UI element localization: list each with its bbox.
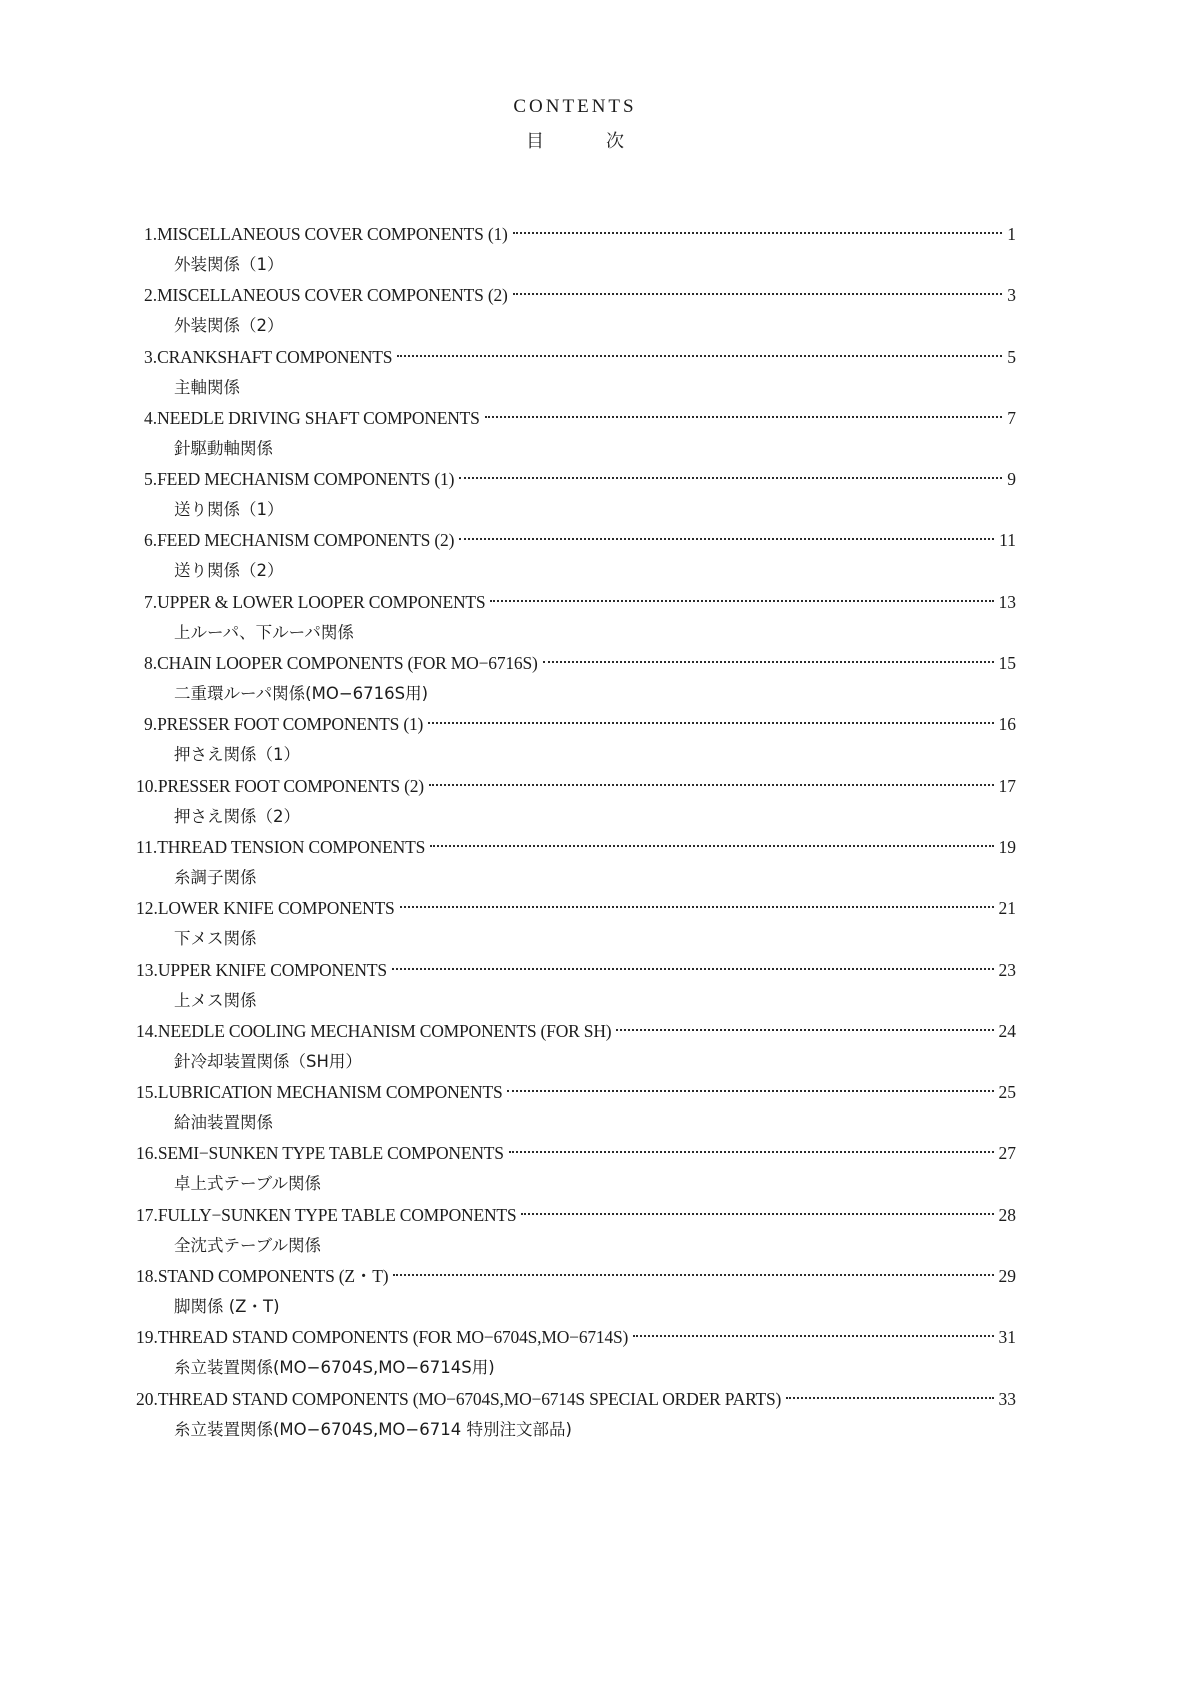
dot-leader — [543, 661, 994, 663]
toc-entry-title: PRESSER FOOT COMPONENTS (2) — [157, 775, 424, 796]
toc-entry — [136, 955, 1016, 1016]
toc-entry-number: 4. — [144, 407, 158, 428]
toc-entry-title: LOWER KNIFE COMPONENTS — [157, 898, 395, 919]
toc-entry-number: 16. — [136, 1143, 158, 1164]
toc-entry-number: 9. — [144, 714, 158, 735]
dot-leader — [521, 1213, 993, 1215]
toc-entry-title: MISCELLANEOUS COVER COMPONENTS (2) — [157, 285, 508, 306]
dot-leader — [397, 355, 1002, 357]
toc-entry-japanese-title: 糸調子関係 — [174, 867, 257, 887]
contents-subtitle-char-1: 目 — [526, 131, 544, 152]
contents-title: CONTENTS — [513, 96, 637, 117]
toc-entry-number: 6. — [144, 530, 158, 551]
toc-entry-japanese-title: 二重環ルーパ関係(MO−6716S用) — [174, 684, 429, 704]
toc-entry — [144, 709, 1016, 770]
toc-entry-page-number: 1 — [1007, 224, 1016, 244]
toc-entry-title: THREAD TENSION COMPONENTS — [157, 836, 426, 857]
dot-leader — [430, 845, 993, 847]
toc-entry-heading — [144, 587, 1016, 617]
toc-entry-title: FEED MECHANISM COMPONENTS (1) — [157, 469, 455, 490]
toc-entry-number: 8. — [144, 653, 158, 674]
toc-entry — [144, 587, 1016, 648]
toc-entry — [144, 280, 1016, 341]
toc-entry-number: 19. — [136, 1327, 158, 1348]
toc-entry-heading — [144, 403, 1016, 433]
toc-entry-japanese-title: 外装関係（1） — [174, 255, 284, 274]
toc-entry-page-number: 19 — [998, 836, 1016, 857]
table-of-contents — [136, 219, 1016, 1445]
toc-entry-title: CHAIN LOOPER COMPONENTS (FOR MO−6716S) — [157, 653, 538, 674]
toc-entry-title: FULLY−SUNKEN TYPE TABLE COMPONENTS — [157, 1204, 517, 1225]
toc-entry — [136, 1077, 1016, 1138]
toc-entry-page-number: 7 — [1007, 407, 1016, 428]
toc-entry-heading — [144, 280, 1016, 310]
toc-entry-number: 15. — [136, 1082, 158, 1103]
toc-entry-number: 13. — [136, 959, 158, 980]
dot-leader — [459, 477, 1002, 479]
dot-leader — [513, 293, 1003, 295]
toc-entry — [136, 771, 1016, 832]
toc-entry-number: 12. — [136, 898, 158, 919]
toc-entry-japanese-title: 脚関係 (Z・T) — [174, 1297, 280, 1317]
toc-entry-heading — [136, 1200, 1016, 1230]
toc-entry-number: 3. — [144, 346, 158, 367]
dot-leader — [616, 1029, 993, 1031]
toc-entry-number: 14. — [136, 1020, 158, 1041]
dot-leader — [513, 232, 1003, 234]
toc-entry — [144, 219, 1016, 280]
toc-entry — [136, 1200, 1016, 1261]
toc-entry-heading — [144, 709, 1016, 739]
toc-entry-heading — [136, 1077, 1016, 1107]
toc-entry-heading — [136, 832, 1016, 862]
toc-entry-heading — [136, 955, 1016, 985]
toc-entry-number: 11. — [136, 836, 158, 857]
toc-entry-title: UPPER & LOWER LOOPER COMPONENTS — [157, 591, 486, 612]
toc-entry-title: FEED MECHANISM COMPONENTS (2) — [157, 530, 455, 551]
toc-entry-heading — [136, 771, 1016, 801]
toc-entry — [136, 893, 1016, 954]
toc-entry-page-number: 13 — [998, 591, 1016, 612]
toc-entry-page-number: 21 — [998, 898, 1016, 919]
toc-entry-page-number: 33 — [998, 1388, 1016, 1409]
toc-entry — [136, 1016, 1016, 1077]
toc-entry-title: UPPER KNIFE COMPONENTS — [157, 959, 387, 980]
toc-entry-page-number: 24 — [998, 1020, 1016, 1041]
toc-entry-number: 7. — [144, 591, 158, 612]
toc-entry-title: NEEDLE COOLING MECHANISM COMPONENTS (FOR SH) — [157, 1020, 612, 1041]
toc-entry-title: SEMI−SUNKEN TYPE TABLE COMPONENTS — [157, 1143, 504, 1164]
dot-leader — [429, 784, 994, 786]
toc-entry-page-number: 17 — [998, 775, 1016, 796]
toc-entry-page-number: 16 — [998, 714, 1016, 735]
toc-entry-heading — [144, 464, 1016, 494]
toc-entry — [144, 464, 1016, 525]
toc-entry-title: NEEDLE DRIVING SHAFT COMPONENTS — [157, 407, 480, 428]
toc-entry — [136, 1384, 1016, 1445]
dot-leader — [485, 416, 1003, 418]
toc-entry-number: 2. — [144, 285, 158, 306]
toc-entry-number: 1. — [144, 224, 158, 244]
toc-entry-title: LUBRICATION MECHANISM COMPONENTS — [157, 1082, 503, 1103]
toc-entry-title: CRANKSHAFT COMPONENTS — [157, 346, 393, 367]
toc-entry-japanese-title: 送り関係（2） — [174, 561, 284, 581]
dot-leader — [786, 1397, 993, 1399]
contents-subtitle-char-2: 次 — [606, 131, 624, 152]
toc-entry-heading — [144, 342, 1016, 372]
toc-entry-japanese-title: 卓上式テーブル関係 — [174, 1174, 322, 1194]
toc-entry-heading — [136, 1384, 1016, 1414]
toc-entry-japanese-title: 糸立装置関係(MO−6704S,MO−6714S用) — [174, 1358, 495, 1378]
dot-leader — [509, 1151, 994, 1153]
dot-leader — [393, 1274, 993, 1276]
toc-entry-number: 5. — [144, 469, 158, 490]
toc-entry-heading — [136, 893, 1016, 923]
toc-entry — [144, 525, 1016, 586]
toc-entry-number: 18. — [136, 1266, 158, 1287]
toc-entry-page-number: 3 — [1007, 285, 1016, 306]
toc-entry-japanese-title: 針駆動軸関係 — [174, 438, 273, 458]
toc-entry-japanese-title: 主軸関係 — [174, 377, 240, 397]
toc-entry — [136, 1322, 1016, 1383]
toc-entry-heading — [144, 648, 1016, 678]
dot-leader — [400, 906, 994, 908]
toc-entry-number: 20. — [136, 1388, 158, 1409]
toc-entry-heading — [136, 1016, 1016, 1046]
dot-leader — [633, 1335, 993, 1337]
toc-entry-page-number: 31 — [998, 1327, 1016, 1348]
toc-entry-heading — [136, 1138, 1016, 1168]
toc-entry-heading — [144, 525, 1016, 555]
toc-entry — [144, 342, 1016, 403]
dot-leader — [507, 1090, 993, 1092]
toc-entry-heading — [136, 1322, 1016, 1352]
toc-entry-japanese-title: 押さえ関係（2） — [174, 806, 300, 826]
toc-entry-title: MISCELLANEOUS COVER COMPONENTS (1) — [157, 224, 508, 244]
toc-entry-japanese-title: 下メス関係 — [174, 929, 257, 949]
dot-leader — [392, 968, 994, 970]
toc-entry-number: 17. — [136, 1204, 158, 1225]
toc-entry-title: THREAD STAND COMPONENTS (FOR MO−6704S,MO−6714S) — [157, 1327, 629, 1348]
dot-leader — [459, 538, 994, 540]
toc-entry-page-number: 5 — [1007, 346, 1016, 367]
toc-entry-title: THREAD STAND COMPONENTS (MO−6704S,MO−6714S SPECIAL ORDER PARTS) — [157, 1388, 782, 1409]
toc-entry-page-number: 11 — [999, 530, 1016, 551]
contents-subtitle-jp — [0, 127, 1150, 153]
toc-entry-japanese-title: 送り関係（1） — [174, 500, 284, 520]
toc-entry-japanese-title: 針冷却装置関係（SH用） — [174, 1051, 362, 1071]
toc-entry-japanese-title: 上ルーパ、下ルーパ関係 — [174, 622, 354, 642]
toc-entry-title: PRESSER FOOT COMPONENTS (1) — [157, 714, 424, 735]
toc-entry-japanese-title: 押さえ関係（1） — [174, 745, 300, 765]
toc-entry-heading — [144, 219, 1016, 249]
toc-entry — [144, 403, 1016, 464]
toc-entry-title: STAND COMPONENTS (Z・T) — [157, 1266, 389, 1287]
toc-entry — [144, 648, 1016, 709]
toc-entry-page-number: 28 — [998, 1204, 1016, 1225]
toc-entry-japanese-title: 糸立装置関係(MO−6704S,MO−6714 特別注文部品) — [174, 1419, 572, 1439]
toc-entry — [136, 1261, 1016, 1322]
toc-entry-heading — [136, 1261, 1016, 1291]
toc-entry-page-number: 23 — [998, 959, 1016, 980]
dot-leader — [428, 722, 993, 724]
toc-entry-page-number: 15 — [998, 653, 1016, 674]
toc-entry-japanese-title: 外装関係（2） — [174, 316, 284, 336]
dot-leader — [490, 600, 993, 602]
toc-entry-page-number: 9 — [1007, 469, 1016, 490]
toc-entry — [136, 832, 1016, 893]
toc-entry-page-number: 29 — [998, 1266, 1016, 1287]
toc-entry-page-number: 27 — [998, 1143, 1016, 1164]
toc-entry-number: 10. — [136, 775, 158, 796]
toc-entry-japanese-title: 上メス関係 — [174, 990, 257, 1010]
toc-entry — [136, 1138, 1016, 1199]
toc-entry-page-number: 25 — [998, 1082, 1016, 1103]
toc-entry-japanese-title: 給油装置関係 — [174, 1113, 273, 1133]
toc-entry-japanese-title: 全沈式テーブル関係 — [174, 1235, 322, 1255]
